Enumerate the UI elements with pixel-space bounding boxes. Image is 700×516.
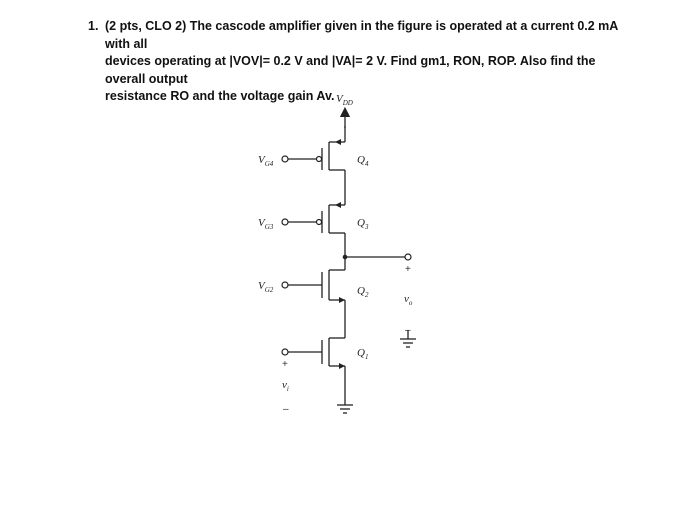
- transistor-q1: [288, 338, 345, 369]
- q1-label: $Q_1$: [357, 347, 369, 361]
- vg4-label: $V_{G4}$: [258, 154, 274, 168]
- input-minus: –: [283, 404, 289, 415]
- vdd-label: $V_{DD}$: [336, 93, 353, 107]
- q3-label: $Q_3$: [357, 217, 369, 231]
- q2-label: $Q_2$: [357, 285, 369, 299]
- output-minus: –: [405, 325, 411, 336]
- vg2-terminal: [282, 282, 288, 288]
- q4-label: $Q_4$: [357, 154, 369, 168]
- input-terminal: [282, 349, 288, 355]
- output-ground-icon: [400, 330, 416, 347]
- vo-label: $v_o$: [404, 293, 413, 307]
- vg3-terminal: [282, 219, 288, 225]
- problem-number: 1.: [88, 19, 99, 33]
- vg2-label: $V_{G2}$: [258, 280, 274, 294]
- input-plus: +: [282, 359, 288, 370]
- transistor-q3: [288, 202, 345, 233]
- ground-icon: [337, 405, 353, 413]
- transistor-q2: [288, 270, 345, 303]
- output-plus: +: [405, 264, 411, 275]
- transistor-q4: [288, 139, 345, 170]
- output-terminal: [405, 254, 411, 260]
- problem-line-2: devices operating at |VOV|= 0.2 V and |VA|= 2 V. Find gm1, RON, ROP. Also find the overall output: [105, 54, 596, 86]
- vg4-terminal: [282, 156, 288, 162]
- vi-label: $v_i$: [282, 379, 289, 393]
- problem-line-1: (2 pts, CLO 2) The cascode amplifier given in the figure is operated at a current 0.2 mA with all: [105, 19, 618, 51]
- problem-line-3: resistance RO and the voltage gain Av.: [105, 89, 335, 103]
- vg3-label: $V_{G3}$: [258, 217, 274, 231]
